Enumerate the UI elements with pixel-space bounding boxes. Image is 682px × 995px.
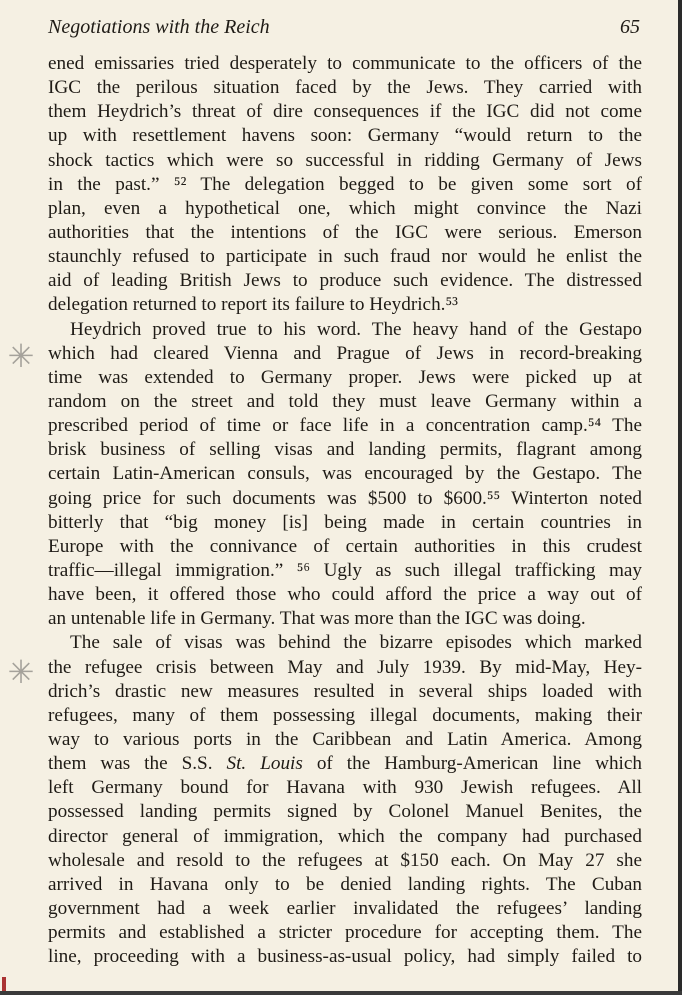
text-line: Heydrich proved true to his word. The heavy hand of the Gestapo	[70, 318, 642, 340]
text-line: in the past.” ⁵² The delegation begged to be given some sort of	[48, 173, 642, 195]
text-line: certain Latin-American consuls, was encouraged by the Gestapo. The	[48, 463, 642, 485]
text-line: them Heydrich’s threat of dire consequences if the IGC did not come	[48, 101, 642, 123]
text-line: bitterly that “big money [is] being made in certain countries in	[48, 511, 642, 533]
text-line: the refugee crisis between May and July 1939. By mid-May, Hey-	[48, 656, 642, 678]
text-line: director general of immigration, which the company had purchased	[48, 825, 642, 847]
text-line: authorities that the intentions of the IGC were serious. Emerson	[48, 221, 642, 243]
scan-mark	[2, 977, 6, 991]
page-body-text	[48, 52, 642, 969]
text-line: prescribed period of time or face life in a concentration camp.⁵⁴ The	[48, 415, 642, 437]
text-line: brisk business of selling visas and landing permits, flagrant among	[48, 439, 642, 461]
text-line: arrived in Havana only to be denied landing rights. The Cuban	[48, 873, 642, 895]
text-line: possessed landing permits signed by Colonel Manuel Benites, the	[48, 801, 642, 823]
text-line: going price for such documents was $500 to $600.⁵⁵ Winterton noted	[48, 487, 642, 509]
text-line: IGC the perilous situation faced by the Jews. They carried with	[48, 77, 642, 99]
margin-asterisk-icon: ✳	[7, 337, 35, 375]
text-line: traffic—illegal immigration.” ⁵⁶ Ugly as such illegal trafficking may	[48, 559, 642, 581]
text-line: staunchly refused to participate in such fraud nor would he enlist the	[48, 246, 642, 268]
ship-name: St. Louis	[226, 753, 303, 775]
text-line: aid of leading British Jews to produce such evidence. The distressed	[48, 270, 642, 292]
text-line: delegation returned to report its failure to Heydrich.⁵³	[48, 294, 458, 316]
text-line: left Germany bound for Havana with 930 Jewish refugees. All	[48, 777, 642, 799]
text-line: wholesale and resold to the refugees at $150 each. On May 27 she	[48, 849, 642, 871]
margin-asterisk-icon: ✳	[7, 653, 35, 691]
text-line: The sale of visas was behind the bizarre episodes which marked	[70, 632, 642, 654]
scan-edge	[0, 991, 682, 995]
text-line: way to various ports in the Caribbean and Latin America. Among	[48, 728, 642, 750]
text-line: refugees, many of them possessing illegal documents, making their	[48, 704, 642, 726]
text-line: government had a week earlier invalidated the refugees’ landing	[48, 897, 642, 919]
text-line: plan, even a hypothetical one, which might convince the Nazi	[48, 197, 642, 219]
text-line: them was the S.S. St. Louis of the Hamburg-American line which	[48, 753, 642, 775]
text-line: line, proceeding with a business-as-usual policy, had simply failed to	[48, 946, 642, 968]
text-line: have been, it offered those who could afford the price a way out of	[48, 584, 642, 606]
text-line: time was extended to Germany proper. Jews were picked up at	[48, 366, 642, 388]
chapter-title: Negotiations with the Reich	[48, 16, 270, 38]
text-line: up with resettlement havens soon: Germany “would return to the	[48, 125, 642, 147]
text-line: random on the street and told they must leave Germany within a	[48, 390, 642, 412]
running-header	[48, 16, 640, 42]
page-number: 65	[620, 16, 640, 38]
text-line: which had cleared Vienna and Prague of Jews in record-breaking	[48, 342, 642, 364]
scan-edge	[678, 0, 682, 995]
text-line: Europe with the connivance of certain authorities in this crudest	[48, 535, 642, 557]
text-line: shock tactics which were so successful in ridding Germany of Jews	[48, 149, 642, 171]
text-line: ened emissaries tried desperately to communicate to the officers of the	[48, 53, 642, 74]
text-line: drich’s drastic new measures resulted in several ships loaded with	[48, 680, 642, 702]
text-line: an untenable life in Germany. That was more than the IGC was doing.	[48, 608, 586, 630]
text-line: permits and established a stricter procedure for accepting them. The	[48, 922, 642, 944]
